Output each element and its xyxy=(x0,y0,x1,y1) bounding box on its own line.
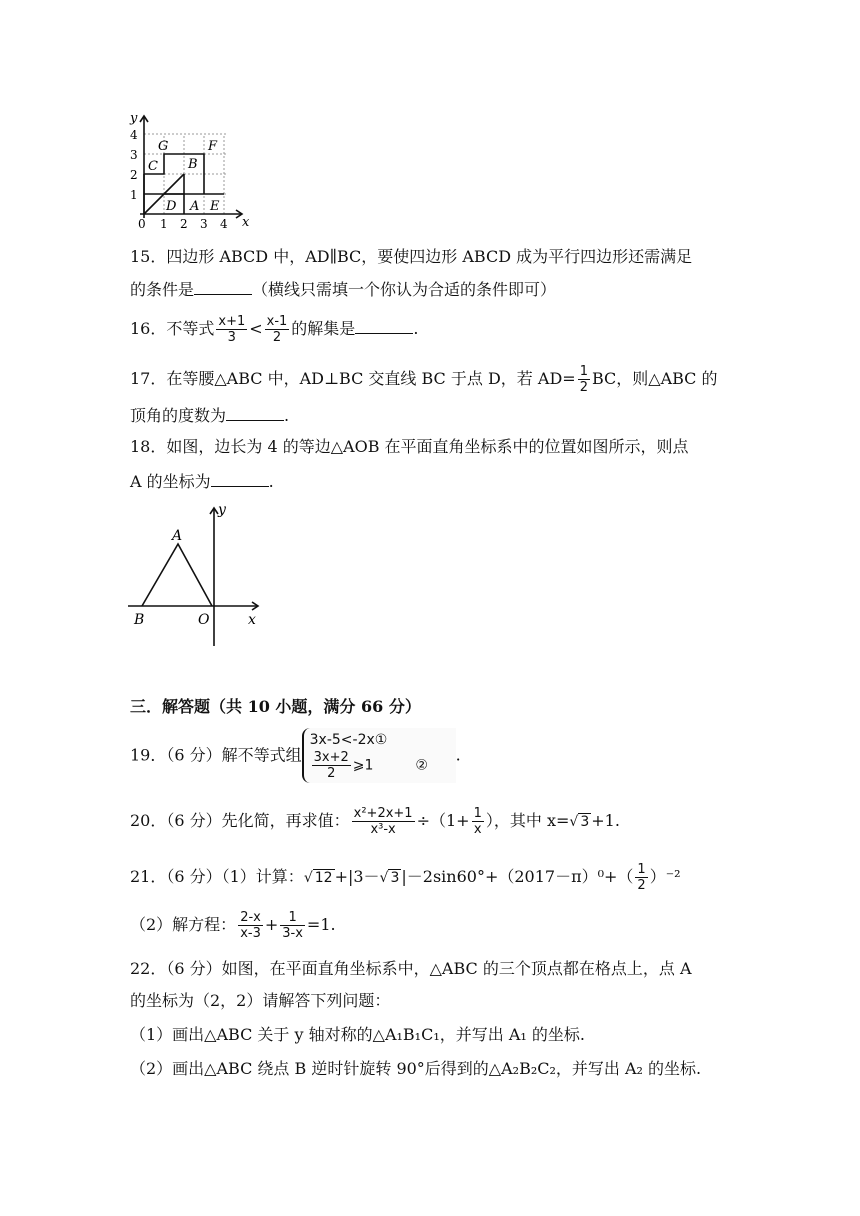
answer-blank[interactable] xyxy=(355,317,413,334)
fraction: $\frac{1}{2}$ xyxy=(637,862,646,893)
q18-line2: A 的坐标为 . xyxy=(130,472,274,491)
fig2-y-label: y xyxy=(218,502,226,518)
triangle-figure xyxy=(126,500,266,650)
q22-line2: 的坐标为（2，2）请解答下列问题： xyxy=(130,991,391,1010)
q21-line1: 21．（6 分）（1）计算：√ 12 +|3－√ 3 |－2sin60°+（2017－π）⁰+（ $\frac{1}{2}$ ）⁻² xyxy=(130,862,681,893)
grid-figure xyxy=(126,110,256,232)
fig1-x-tick: 2 xyxy=(180,217,188,231)
q17-line1: 17．在等腰△ABC 中，AD⊥BC 交直线 BC 于点 D，若 AD= $\frac{1}{2}$ BC，则△ABC 的 xyxy=(130,364,718,395)
fig1-y-tick: 4 xyxy=(130,128,138,142)
q22-line3: （1）画出△ABC 关于 y 轴对称的△A₁B₁C₁，并写出 A₁ 的坐标. xyxy=(130,1025,585,1044)
fig1-x-label: x xyxy=(242,215,250,230)
fraction: $\frac{x+1}{3}$ xyxy=(218,314,246,345)
fig1-x-tick: 0 xyxy=(138,217,146,231)
answer-blank[interactable] xyxy=(194,278,252,295)
q15-line2: 的条件是 （横线只需填一个你认为合适的条件即可） xyxy=(130,280,557,299)
fraction: $\frac{\text{x²+2x+1}}{\text{x³-x}}$ xyxy=(353,806,413,837)
q15-line1: 15．四边形 ABCD 中，AD∥BC，要使四边形 ABCD 成为平行四边形还需满足 xyxy=(130,247,693,266)
q20-line: 20．（6 分）先化简，再求值： $\frac{\text{x²+2x+1}}{\text{x³-x}}$ ÷（1+ $\frac{1}{x}$ ），其中 x=√ 3 +1. xyxy=(130,806,620,837)
answer-blank[interactable] xyxy=(226,404,284,421)
fig2-label-b: B xyxy=(134,612,145,628)
fraction: $\frac{1}{2}$ xyxy=(579,364,588,395)
fig1-point-g: G xyxy=(158,139,169,154)
fig2-label-a: A xyxy=(172,528,183,544)
answer-blank[interactable] xyxy=(211,470,269,487)
fig2-label-o: O xyxy=(198,612,210,628)
q18-line1: 18．如图，边长为 4 的等边△AOB 在平面直角坐标系中的位置如图所示，则点 xyxy=(130,437,689,456)
q17-line2: 顶角的度数为 . xyxy=(130,406,290,425)
fig1-point-f: F xyxy=(208,139,218,154)
q22-line4: （2）画出△ABC 绕点 B 逆时针旋转 90°后得到的△A₂B₂C₂，并写出 A₂ 的坐标. xyxy=(130,1059,702,1078)
fig1-point-c: C xyxy=(148,159,158,174)
fig1-x-tick: 4 xyxy=(220,217,228,231)
section-heading: 三．解答题（共 10 小题，满分 66 分） xyxy=(130,697,421,716)
q19-line: 19．（6 分）解不等式组 3x-5<-2x① $\frac{3x+2}{2}$ ⩾1 ② . xyxy=(130,728,461,783)
fig1-y-tick: 3 xyxy=(130,148,138,162)
q22-line1: 22．（6 分）如图，在平面直角坐标系中，△ABC 的三个顶点都在格点上，点 A xyxy=(130,959,692,978)
fraction: $\frac{1}{3-x}$ xyxy=(282,910,303,941)
fig1-point-a: A xyxy=(190,199,200,214)
fig1-x-tick: 1 xyxy=(160,217,168,231)
inequality-system: 3x-5<-2x① $\frac{3x+2}{2}$ ⩾1 ② xyxy=(302,728,456,783)
q16-line: 16．不等式 $\frac{x+1}{3}$ < $\frac{x-1}{2}$ 的解集是 . xyxy=(130,314,419,345)
fig1-point-e: E xyxy=(210,199,220,214)
fig1-point-b: B xyxy=(188,157,198,172)
fig1-y-label: y xyxy=(130,111,138,126)
q21-line2: （2）解方程： $\frac{2-x}{x-3}$ + $\frac{1}{3-x}$ =1. xyxy=(130,910,336,941)
fig1-x-tick: 3 xyxy=(200,217,208,231)
fig1-point-d: D xyxy=(166,199,177,214)
fraction: $\frac{3x+2}{2}$ xyxy=(313,750,349,781)
fraction: $\frac{2-x}{x-3}$ xyxy=(240,910,261,941)
fraction: $\frac{1}{x}$ xyxy=(473,806,482,837)
fig2-x-label: x xyxy=(248,612,256,628)
fig1-y-tick: 1 xyxy=(130,188,138,202)
fraction: $\frac{x-1}{2}$ xyxy=(266,314,288,345)
fig1-y-tick: 2 xyxy=(130,168,138,182)
